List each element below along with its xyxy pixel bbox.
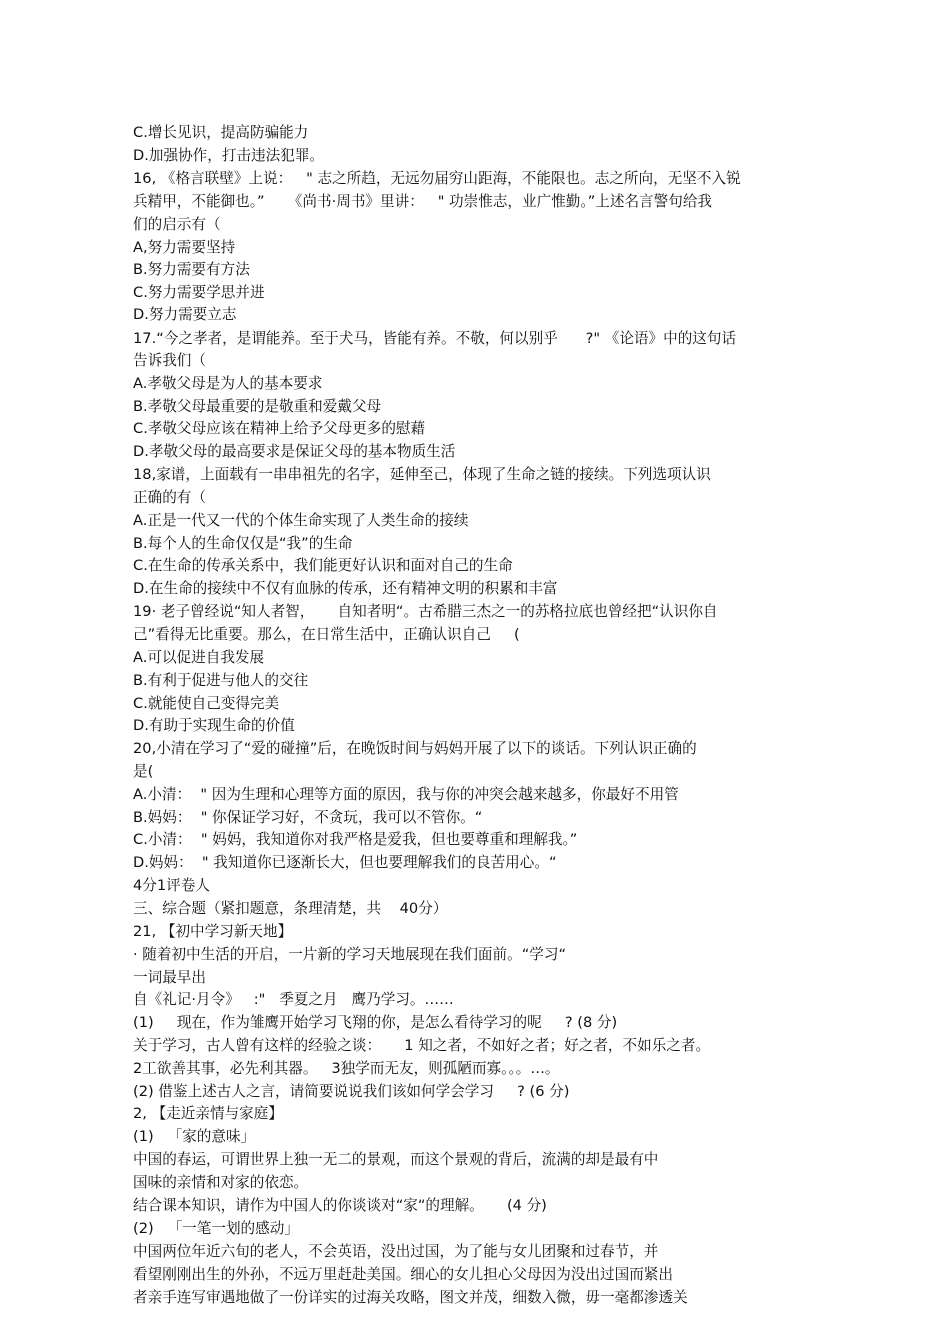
text-line: 兵精甲，不能御也。” 《尚书·周书》里讲： " 功崇惟志，业广惟勤。”上述名言警句给我 (133, 193, 713, 210)
text-line: A.小清： " 因为生理和心理等方面的原因，我与你的冲突会越来越多，你最好不用管 (133, 786, 679, 803)
text-line: D.努力需要立志 (133, 306, 237, 323)
text-line: 告诉我们（ (133, 352, 206, 369)
text-line: 者亲手连写审遇地做了一份详实的过海关攻略，图文并茂，细数入微，毋一毫都渗透关 (133, 1289, 688, 1306)
text-line: 看望刚刚出生的外孙，不远万里赶赴美国。细心的女儿担心父母因为没出过国而紧出 (133, 1266, 673, 1283)
text-line: D.妈妈： " 我知道你已逐渐长大，但也要理解我们的良苦用心。“ (133, 854, 557, 871)
text-line: 关于学习，古人曾有这样的经验之谈： 1 知之者，不如好之者；好之者，不如乐之者。 (133, 1037, 711, 1054)
text-line: 中国的春运，可谓世界上独一无二的景观，而这个景观的背后，流满的却是最有中 (133, 1151, 659, 1168)
text-line: 中国两位年近六旬的老人，不会英语，没出过国，为了能与女儿团聚和过春节，并 (133, 1243, 659, 1260)
text-line: 18,家谱，上面载有一串串祖先的名字，延伸至己，体现了生命之链的接续。下列选项认识 (133, 466, 711, 483)
text-line: 17.“今之孝者，是谓能养。至于犬马，皆能有养。不敬，何以别乎 ?" 《论语》中的这句话 (133, 330, 737, 347)
text-line: D.加强协作，打击违法犯罪。 (133, 147, 325, 164)
text-line: 正确的有（ (133, 489, 206, 506)
text-line: A,努力需要坚持 (133, 239, 236, 256)
text-line: D.有助于实现生命的价值 (133, 717, 295, 734)
text-line: 是( (133, 763, 154, 780)
text-line: B.妈妈： " 你保证学习好，不贪玩，我可以不管你。“ (133, 809, 483, 826)
text-line: 自《礼记·月令》 :" 季夏之月 鹰乃学习。…… (133, 991, 454, 1008)
text-line: 19· 老子曾经说“知人者智， 自知者明“。古希腊三杰之一的苏格拉底也曾经把“认识你自 (133, 603, 718, 620)
text-line: C.孝敬父母应该在精神上给予父母更多的慰藉 (133, 420, 426, 437)
text-line: A.孝敬父母是为人的基本要求 (133, 375, 323, 392)
text-line: B.每个人的生命仅仅是“我”的生命 (133, 535, 353, 552)
text-line: B.有利于促进与他人的交往 (133, 672, 309, 689)
text-line: · 随着初中生活的开启，一片新的学习天地展现在我们面前。“学习“ (133, 946, 567, 963)
text-line: (1) 现在，作为雏鹰开始学习飞翔的你，是怎么看待学习的呢 ? (8 分) (133, 1014, 618, 1031)
text-line: (2) 借鉴上述古人之言，请简要说说我们该如何学会学习 ? (6 分) (133, 1083, 570, 1100)
text-line: C.就能使自己变得完美 (133, 695, 280, 712)
text-line: 三、综合题（紧扣题意，条理清楚，共 40分） (133, 900, 448, 917)
text-line: 16, 《格言联壁》上说： " 志之所趋，无远勿届穷山距海，不能限也。志之所向，无坚不入锐 (133, 170, 741, 187)
text-line: 20,小清在学习了“爱的碰撞”后，在晚饭时间与妈妈开展了以下的谈话。下列认识正确的 (133, 740, 697, 757)
text-line: B.孝敬父母最重要的是敬重和爱戴父母 (133, 398, 382, 415)
text-line: 2工欲善其事，必先利其器。 3独学而无友，则孤陋而寡。。。…。 (133, 1060, 560, 1077)
text-line: D.孝敬父母的最高要求是保证父母的基本物质生活 (133, 443, 456, 460)
text-line: 4分1评卷人 (133, 877, 210, 894)
text-line: C.小清： " 妈妈，我知道你对我严格是爱我，但也要尊重和理解我。” (133, 831, 578, 848)
text-line: (2) 「一笔一划的感动」 (133, 1220, 299, 1237)
text-line: C.在生命的传承关系中，我们能更好认识和面对自己的生命 (133, 557, 513, 574)
text-line: B.努力需要有方法 (133, 261, 250, 278)
text-line: 国味的亲情和对家的依恋。 (133, 1174, 309, 1191)
text-line: 一词最早出 (133, 969, 206, 986)
text-line: 们的启示有（ (133, 216, 221, 233)
text-line: 2, 【走近亲情与家庭】 (133, 1105, 283, 1122)
text-line: 21, 【初中学习新天地】 (133, 923, 293, 940)
text-line: (1) 「家的意味」 (133, 1128, 256, 1145)
text-line: 己”看得无比重要。那么，在日常生活中，正确认识自己 ( (133, 626, 520, 643)
text-line: A.正是一代又一代的个体生命实现了人类生命的接续 (133, 512, 469, 529)
text-line: C.增长见识，提高防骗能力 (133, 124, 309, 141)
text-line: 结合课本知识，请作为中国人的你谈谈对“家“的理解。 (4 分) (133, 1197, 547, 1214)
text-line: D.在生命的接续中不仅有血脉的传承，还有精神文明的积累和丰富 (133, 580, 558, 597)
text-line: C.努力需要学思并进 (133, 284, 265, 301)
text-line: A.可以促进自我发展 (133, 649, 265, 666)
